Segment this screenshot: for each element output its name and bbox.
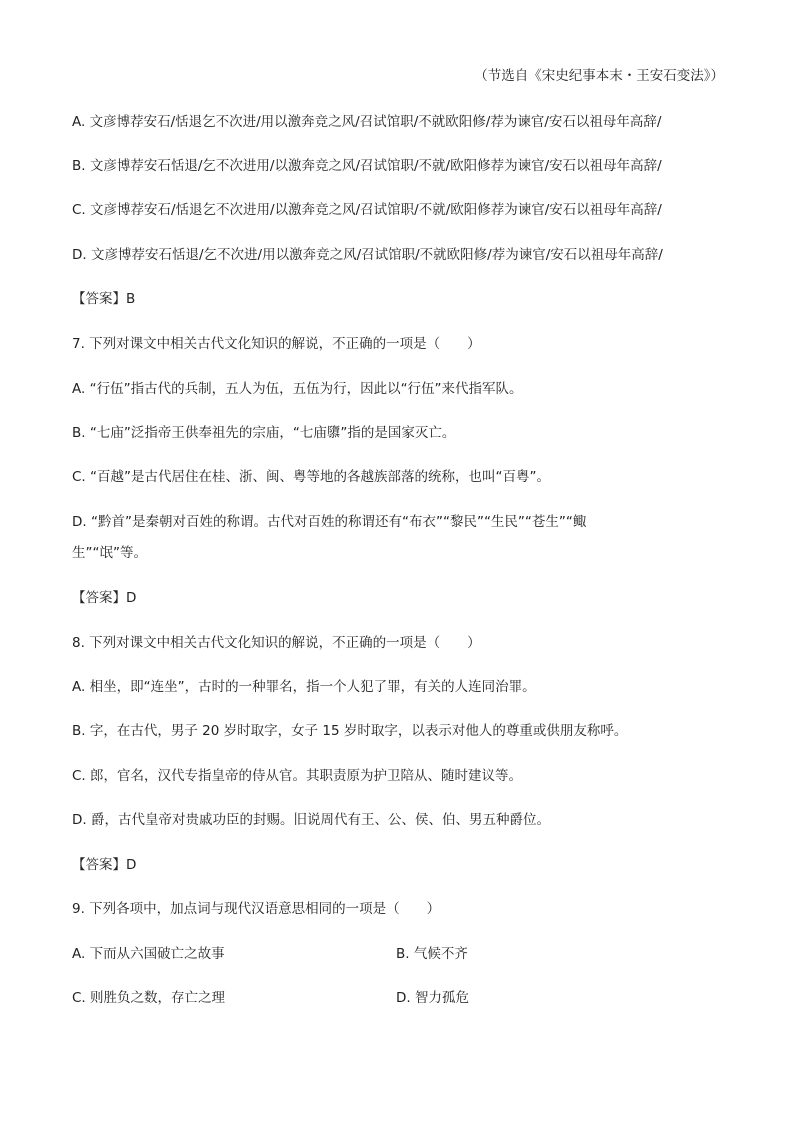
- q7-option-b: B. “七庙”泛指帝王供奉祖先的宗庙，“七庙隳”指的是国家灭亡。: [72, 425, 456, 441]
- source-note: （节选自《宋史纪事本末・王安石变法》）: [474, 68, 724, 84]
- q7-option-d-cont: 生”“氓”等。: [72, 545, 147, 561]
- q9-option-c: C. 则胜负之数，存亡之理: [72, 990, 226, 1006]
- q9-stem: 9. 下列各项中，加点词与现代汉语意思相同的一项是（ ）: [72, 901, 441, 917]
- q7-answer: [72, 588, 136, 608]
- q9-option-b: B. 气候不齐: [396, 946, 468, 962]
- answer-value: D: [126, 857, 137, 873]
- q7-option-d: D. “黔首”是秦朝对百姓的称谓。古代对百姓的称谓还有“布衣”“黎民”“生民”“苍生”“鲰: [72, 514, 587, 530]
- answer-label: 【答案】: [72, 291, 126, 307]
- q9-option-d: D. 智力孤危: [396, 990, 469, 1006]
- q8-option-c: C. 郎，官名，汉代专指皇帝的侍从官。其职责原为护卫陪从、随时建议等。: [72, 768, 523, 784]
- q8-option-a: A. 相坐，即“连坐”，古时的一种罪名，指一个人犯了罪，有关的人连同治罪。: [72, 679, 536, 695]
- q6-option-a: A. 文彦博荐安石/恬退乞不次进/用以激奔竞之风/召试馆职/不就欧阳修/荐为谏官/安石以祖母年高辞/: [72, 114, 662, 130]
- q6-option-b: B. 文彦博荐安石恬退/乞不次进用/以激奔竞之风/召试馆职/不就/欧阳修荐为谏官/安石以祖母年高辞/: [72, 158, 662, 174]
- q8-option-d: D. 爵，古代皇帝对贵戚功臣的封赐。旧说周代有王、公、侯、伯、男五种爵位。: [72, 812, 550, 828]
- q6-option-c: C. 文彦博荐安石/恬退乞不次进用/以激奔竞之风/召试馆职/不就/欧阳修荐为谏官/安石以祖母年高辞/: [72, 202, 662, 218]
- q6-answer: [72, 289, 135, 309]
- q8-answer: [72, 855, 136, 875]
- q7-option-c: C. “百越”是古代居住在桂、浙、闽、粤等地的各越族部落的统称，也叫“百粤”。: [72, 469, 550, 485]
- answer-label: 【答案】: [72, 590, 126, 606]
- q8-option-b: B. 字，在古代，男子 20 岁时取字，女子 15 岁时取字，以表示对他人的尊重或供朋友称呼。: [72, 723, 628, 739]
- answer-value: D: [126, 590, 137, 606]
- q6-option-d: D. 文彦博荐安石恬退/乞不次进/用以激奔竞之风/召试馆职/不就欧阳修/荐为谏官/安石以祖母年高辞/: [72, 247, 663, 263]
- q7-option-a: A. “行伍”指古代的兵制，五人为伍，五伍为行，因此以“行伍”来代指军队。: [72, 381, 523, 397]
- answer-value: B: [126, 291, 136, 307]
- q8-stem: 8. 下列对课文中相关古代文化知识的解说，不正确的一项是（ ）: [72, 635, 481, 651]
- q9-option-a: A. 下而从六国破亡之故事: [72, 946, 225, 962]
- q7-stem: 7. 下列对课文中相关古代文化知识的解说，不正确的一项是（ ）: [72, 336, 481, 352]
- answer-label: 【答案】: [72, 857, 126, 873]
